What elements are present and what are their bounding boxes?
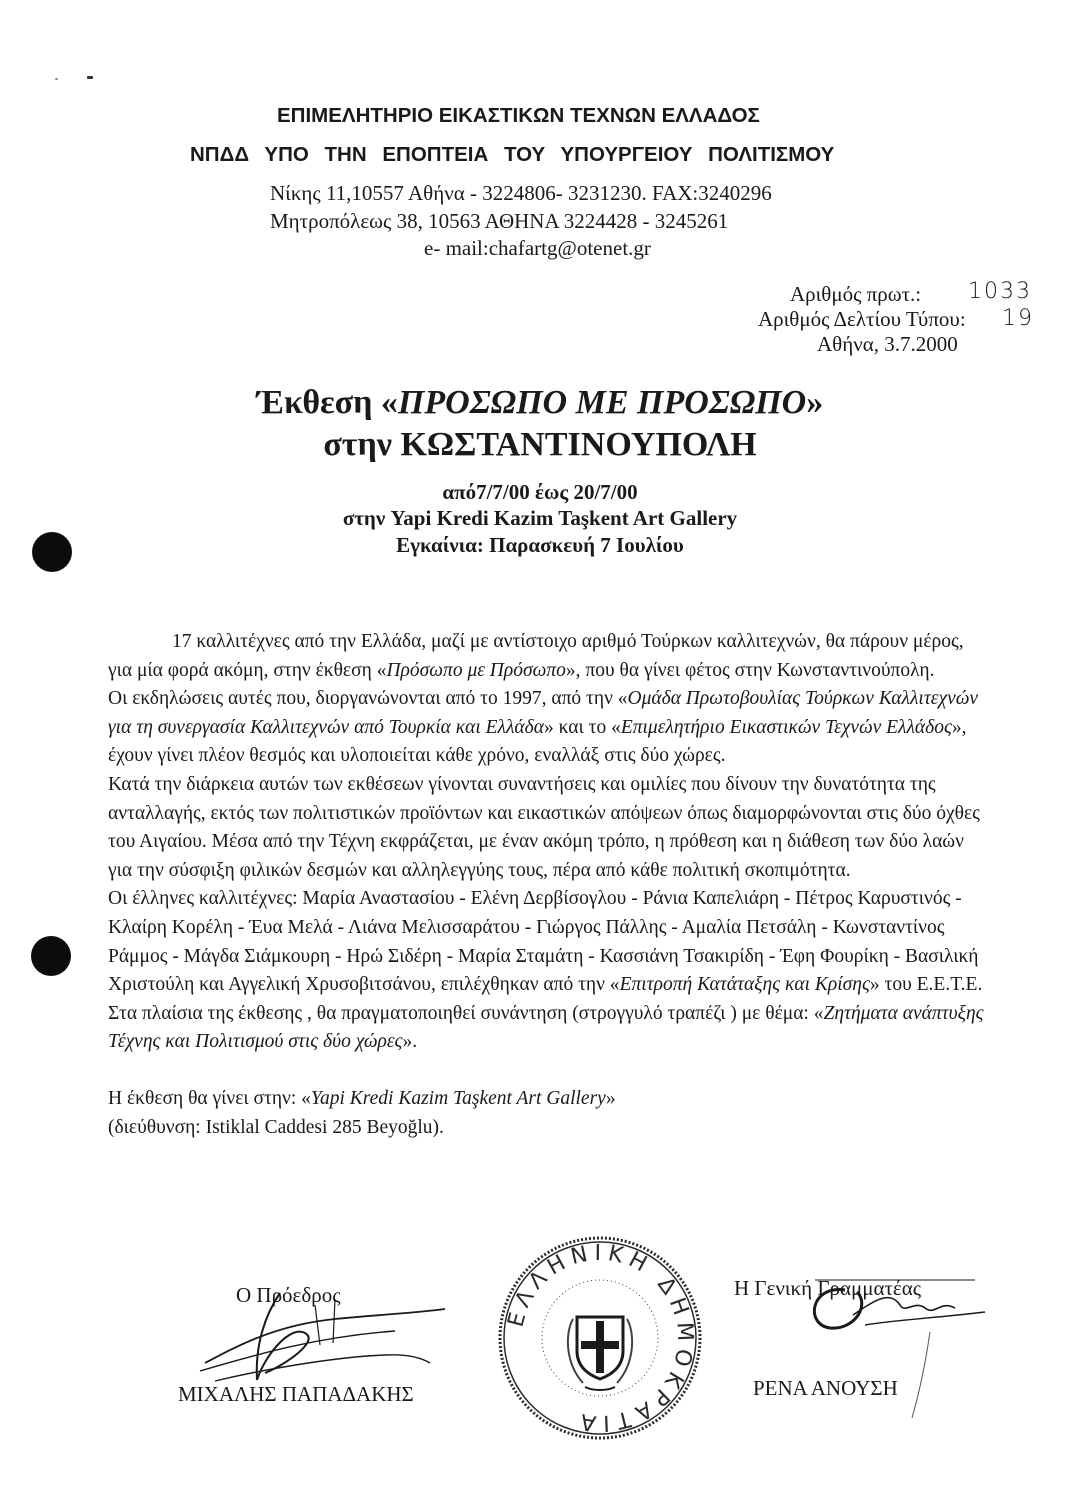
email-line: e- mail:chafartg@otenet.gr (424, 236, 651, 260)
bulletin-number-handwritten: 19 (1002, 306, 1034, 331)
paragraph-artists: Οι έλληνες καλλιτέχνες: Μαρία Αναστασίου - Ελένη Δερβίσογλου - Ράνια Καπελιάρη - Πέτρος Καρυστινός - Κλαίρη Κορέλη - Έυα Μελά - Λιάνα Μελισσαράτου - Γιώργος Πάλλης - Αμαλία Πετσάλη - Κωνσταντίνος Ράμμος - Μάγδα Σιάμκουρη - Ηρώ Σιδέρη - Μαρία Σταμάτη - Κασσιάνη Τσακιρίδη - Έφη Φουρίκη - Βασιλική Χριστούλη και Αγγελική Χρυσοβιτσάνου, επιλέχθηκαν από την «Επιτροπή Κατάταξης και Κρίσης» του Ε.Ε.Τ.Ε. (108, 888, 983, 996)
secretary-name: ΡΕΝΑ ΑΝΟΥΣΗ (753, 1376, 898, 1400)
secretary-signature-tail (900, 1330, 940, 1420)
bulletin-label: Αριθμός Δελτίου Τύπου: (758, 307, 966, 331)
paragraph-history: Οι εκδηλώσεις αυτές που, διοργανώνονται από το 1997, από την «Ομάδα Πρωτοβουλίας Τούρκων Καλλιτεχνών για τη συνεργασία Καλλιτεχνών από Τουρκία και Ελλάδα» και το «Επιμελητήριο Εικαστικών Τεχνών Ελλάδος», έχουν γίνει πλέον θεσμός και υλοποιείται κάθε χρόνο, εναλλάξ στις δύο χώρες. (108, 688, 978, 767)
address-line-1: Νίκης 11,10557 Αθήνα - 3224806- 3231230. FAX:3240296 (270, 181, 772, 205)
protocol-label: Αριθμός πρωτ.: (790, 282, 922, 306)
title-prefix: Έκθεση « (256, 384, 398, 421)
president-signature (195, 1285, 455, 1405)
paragraph-intro: 17 καλλιτέχνες από την Ελλάδα, μαζί με αντίστοιχο αριθμό Τούρκων καλλιτεχνών, θα πάρουν μέρος, για μία φορά ακόμη, στην έκθεση «Πρόσωπο με Πρόσωπο», που θα γίνει φέτος στην Κωνσταντινούπολη. (108, 631, 964, 681)
official-seal-stamp (495, 1233, 705, 1443)
exhibition-opening: Εγκαίνια: Παρασκευή 7 Ιουλίου (396, 533, 684, 557)
paragraph-venue: Η έκθεση θα γίνει στην: «Yapi Kredi Kazim Taşkent Art Gallery» (108, 1087, 616, 1109)
president-name: ΜΙΧΑΛΗΣ ΠΑΠΑΔΑΚΗΣ (178, 1382, 414, 1406)
scan-speck (55, 78, 58, 80)
place-date: Αθήνα, 3.7.2000 (817, 332, 958, 356)
punch-hole (31, 936, 71, 976)
paragraph-roundtable: Στα πλαίσια της έκθεσης , θα πραγματοποιηθεί συνάντηση (στρογγυλό τραπέζι ) με θέμα: «Ζητήματα ανάπτυξης Τέχνης και Πολιτισμού στις δύο χώρες». (108, 1002, 984, 1053)
press-release-body (108, 628, 988, 1142)
paragraph-address: (διεύθυνση: Istiklal Caddesi 285 Beyoğlu). (108, 1116, 444, 1138)
president-title: Ο Πρόεδρος (236, 1283, 341, 1307)
exhibition-dates: από7/7/00 έως 20/7/00 (442, 480, 638, 504)
org-name: ΕΠΙΜΕΛΗΤΗΡΙΟ ΕΙΚΑΣΤΙΚΩΝ ΤΕΧΝΩΝ ΕΛΛΑΔΟΣ (277, 104, 760, 127)
exhibition-city (0, 426, 1080, 464)
protocol-number-handwritten: 1033 (968, 279, 1032, 304)
title-suffix: » (806, 384, 824, 421)
secretary-title: Η Γενική Γραμματέας (734, 1276, 922, 1300)
paragraph-purpose: Κατά την διάρκεια αυτών των εκθέσεων γίνονται συναντήσεις και ομιλίες που δίνουν την δυνατότητα της ανταλλαγής, εκτός των πολιτιστικών προϊόντων και εικαστικών απόψεων όπως διαμορφώνονται στις δύο όχθες του Αιγαίου. Μέσα από την Τέχνη εκφράζεται, με έναν ακόμη τρόπο, η πρόθεση και η διάθεση των δύο λαών για την σύσφιξη φιλικών δεσμών και αλληλεγγύης τους, πέρα από κάθε πολιτική σκοπιμότητα. (108, 773, 980, 881)
org-status: ΝΠΔΔ ΥΠΟ ΤΗΝ ΕΠΟΠΤΕΙΑ ΤΟΥ ΥΠΟΥΡΓΕΙΟΥ ΠΟΛΙΤΙΣΜΟΥ (190, 143, 835, 166)
scan-speck (87, 76, 93, 79)
title-city: στην ΚΩΣΤΑΝΤΙΝΟΥΠΟΛΗ (323, 426, 757, 463)
address-line-2: Μητροπόλεως 38, 10563 ΑΘΗΝΑ 3224428 - 3245261 (270, 209, 729, 233)
seal-text: ΕΛΛΗΝΙΚΗ ΔΗΜΟΚΡΑΤΙΑ (503, 1240, 698, 1436)
title-italic: ΠΡΟΣΩΠΟ ΜΕ ΠΡΟΣΩΠΟ (397, 384, 807, 421)
secretary-signature (795, 1270, 995, 1350)
exhibition-venue: στην Yapi Kredi Kazim Taşkent Art Gallery (342, 506, 738, 530)
paragraph-spacer (108, 1057, 988, 1085)
exhibition-title (0, 384, 1080, 422)
